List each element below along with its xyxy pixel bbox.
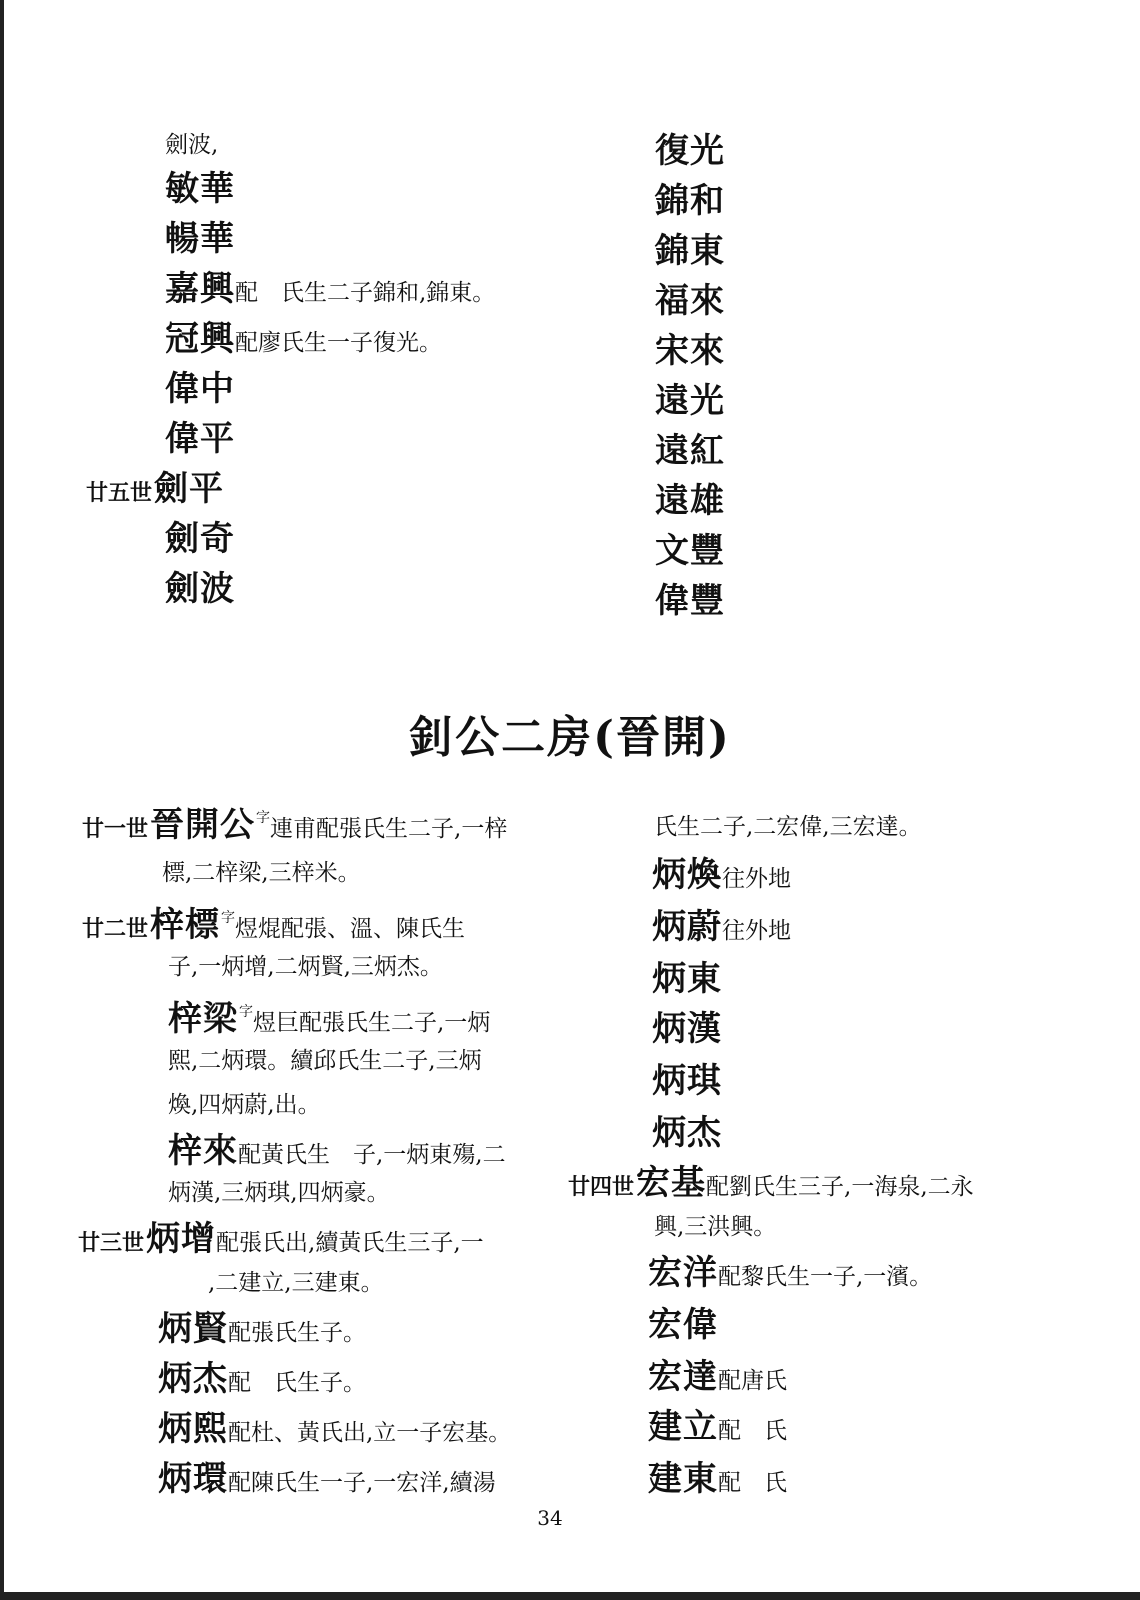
genealogy-entry <box>165 219 235 259</box>
person-name: 遠光 <box>655 381 725 421</box>
entry-detail: 配劉氏生三子,一海泉,二永 <box>706 1174 974 1200</box>
person-name: 建立 <box>648 1407 718 1447</box>
generation-label: 廿五世 <box>86 480 153 506</box>
entry-continuation: 炳漢,三炳琪,四炳豪。 <box>168 1180 390 1206</box>
genealogy-entry <box>158 1459 496 1499</box>
entry-detail: 連甫配張氏生二子,一梓 <box>270 816 508 842</box>
person-name: 嘉興 <box>165 269 235 309</box>
person-name: 炳漢 <box>652 1009 722 1049</box>
genealogy-entry <box>165 569 235 609</box>
genealogy-entry <box>165 269 496 309</box>
generation-label: 廿一世 <box>82 816 149 842</box>
person-name: 炳蔚 <box>652 907 722 947</box>
entry-detail: 往外地 <box>722 866 791 892</box>
genealogy-entry <box>165 319 442 359</box>
person-name: 遠雄 <box>655 481 725 521</box>
person-name: 偉豐 <box>655 581 725 621</box>
person-name: 炳賢 <box>158 1309 228 1349</box>
entry-detail: 配 氏 <box>718 1470 787 1496</box>
genealogy-entry <box>652 1061 722 1101</box>
entry-detail: 配廖氏生一子復光。 <box>235 330 442 356</box>
genealogy-entry <box>648 1305 718 1345</box>
entry-continuation: 標,二梓梁,三梓米。 <box>162 860 361 886</box>
person-name: 敏華 <box>165 169 235 209</box>
generation-label: 廿二世 <box>82 916 149 942</box>
entry-detail: 配 氏 <box>718 1418 787 1444</box>
entry-continuation: 興,三洪興。 <box>654 1214 777 1240</box>
person-name: 宏偉 <box>648 1305 718 1345</box>
genealogy-entry <box>648 1459 787 1499</box>
entry-detail: 配杜、黃氏出,立一子宏基。 <box>228 1420 512 1446</box>
genealogy-entry <box>158 1409 512 1449</box>
entry-detail: 配張氏出,續黃氏生三子,一 <box>216 1230 484 1256</box>
genealogy-entry <box>82 805 508 845</box>
entry-detail: 配張氏生子。 <box>228 1320 366 1346</box>
entry-continuation: 煥,四炳蔚,出。 <box>168 1092 321 1118</box>
person-name: 宋來 <box>655 331 725 371</box>
courtesy-name-mark: 字 <box>221 910 236 926</box>
genealogy-entry <box>158 1359 366 1399</box>
person-name: 宏洋 <box>648 1253 718 1293</box>
genealogy-entry <box>165 134 218 157</box>
person-name: 宏基 <box>636 1163 707 1203</box>
person-name: 炳煥 <box>652 855 722 895</box>
genealogy-entry <box>78 1219 484 1259</box>
genealogy-entry <box>168 999 491 1039</box>
person-name: 炳杰 <box>652 1113 722 1153</box>
genealogy-entry <box>158 1309 366 1349</box>
courtesy-name-mark: 字 <box>239 1004 253 1020</box>
entry-detail: 煜巨配張氏生二子,一炳 <box>253 1010 491 1036</box>
page-edge-bottom <box>0 1592 1140 1600</box>
entry-detail: 配唐氏 <box>718 1368 787 1394</box>
person-name: 暢華 <box>165 219 235 259</box>
person-name: 梓標 <box>150 905 221 945</box>
person-name: 炳環 <box>158 1459 228 1499</box>
genealogy-entry <box>86 469 225 509</box>
entry-continuation: 氏生二子,二宏偉,三宏達。 <box>654 814 922 840</box>
person-name: 偉平 <box>165 419 235 459</box>
person-name: 炳熙 <box>158 1409 228 1449</box>
person-name: 宏達 <box>648 1357 718 1397</box>
person-name: 錦和 <box>655 181 725 221</box>
genealogy-entry <box>165 369 235 409</box>
person-name: 冠興 <box>165 319 235 359</box>
person-name: 炳東 <box>652 959 722 999</box>
genealogy-entry <box>648 1253 933 1293</box>
page-number: 34 <box>537 1506 563 1530</box>
genealogy-entry <box>165 169 235 209</box>
genealogy-entry <box>165 519 235 559</box>
generation-label: 廿三世 <box>78 1230 145 1256</box>
person-name: 劍平 <box>154 469 225 509</box>
person-name: 炳琪 <box>652 1061 722 1101</box>
entry-continuation: 子,一炳增,二炳賢,三炳杰。 <box>168 954 443 980</box>
entry-detail: 配陳氏生一子,一宏洋,續湯 <box>228 1470 496 1496</box>
genealogy-entry <box>82 905 466 945</box>
person-name: 梓來 <box>168 1131 238 1171</box>
person-name: 錦東 <box>655 231 725 271</box>
person-name: 晉開公 <box>150 805 256 845</box>
genealogy-entry <box>652 1009 722 1049</box>
entry-detail: 劍波, <box>165 132 219 158</box>
genealogy-entry <box>652 907 791 947</box>
entry-detail: 往外地 <box>722 918 791 944</box>
courtesy-name-mark: 字 <box>256 810 271 826</box>
genealogy-entry <box>652 1113 722 1153</box>
entry-detail: 配 氏生二子錦和,錦東。 <box>235 280 496 306</box>
person-name: 遠紅 <box>655 431 725 471</box>
person-name: 復光 <box>655 131 725 171</box>
page-edge-left <box>0 0 4 1600</box>
genealogy-entry <box>168 1131 506 1171</box>
person-name: 劍波 <box>165 569 235 609</box>
entry-detail: 配 氏生子。 <box>228 1370 366 1396</box>
person-name: 劍奇 <box>165 519 235 559</box>
genealogy-entry <box>652 855 791 895</box>
person-name: 福來 <box>655 281 725 321</box>
person-name: 建東 <box>648 1459 718 1499</box>
genealogy-entry <box>648 1357 787 1397</box>
person-name: 炳增 <box>146 1219 217 1259</box>
entry-continuation: 熙,二炳環。續邱氏生二子,三炳 <box>168 1048 482 1074</box>
person-name: 梓梁 <box>168 999 238 1039</box>
genealogy-entry <box>652 959 722 999</box>
person-name: 偉中 <box>165 369 235 409</box>
entry-detail: 配黃氏生 子,一炳東殤,二 <box>238 1142 506 1168</box>
section-heading: 釗公二房(晉開) <box>409 712 731 763</box>
genealogy-entry <box>568 1163 974 1203</box>
generation-label: 廿四世 <box>568 1174 635 1200</box>
entry-detail: 煜焜配張、溫、陳氏生 <box>235 916 466 942</box>
genealogy-entry <box>165 419 235 459</box>
person-name: 文豐 <box>655 531 725 571</box>
entry-continuation: ,二建立,三建東。 <box>208 1270 384 1296</box>
genealogy-entry <box>648 1407 787 1447</box>
entry-detail: 配黎氏生一子,一濱。 <box>718 1264 933 1290</box>
person-name: 炳杰 <box>158 1359 228 1399</box>
